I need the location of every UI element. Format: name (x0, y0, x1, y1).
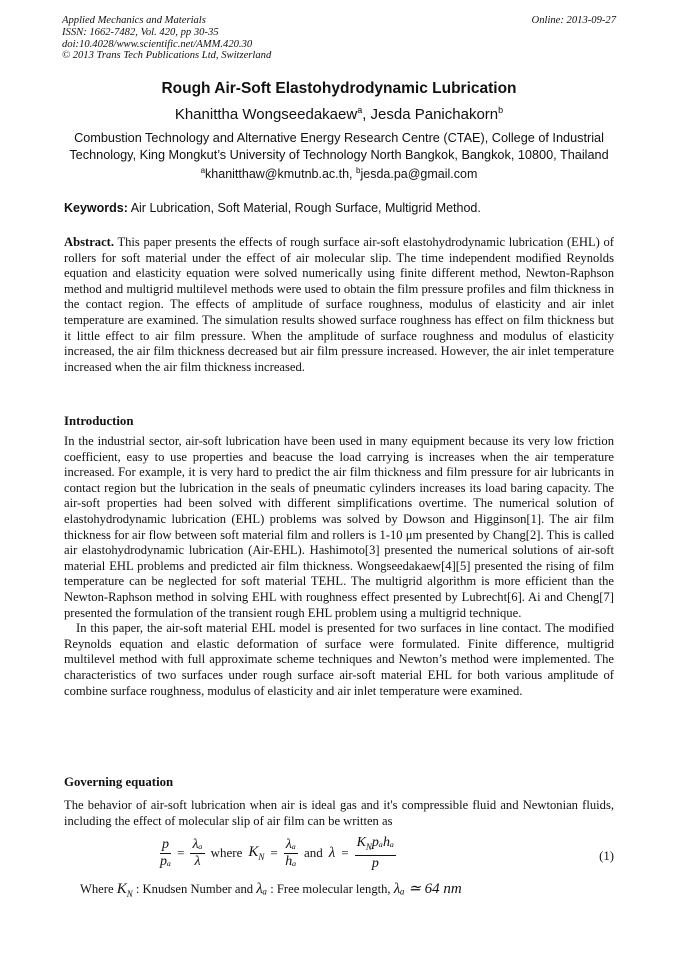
eq-where: where (210, 845, 243, 861)
free-path-desc: : Free molecular length, (267, 882, 394, 896)
equals: = (177, 845, 185, 861)
where-text: Where (80, 882, 117, 896)
introduction-body (64, 434, 614, 699)
numerator: $K_Np_ah_a$ (355, 835, 397, 856)
denominator: hₐ (285, 853, 297, 869)
lambda-a-symbol: λₐ (256, 881, 268, 897)
journal-name: Applied Mechanics and Materials (62, 15, 206, 26)
knudsen-desc: : Knudsen Number and (132, 882, 257, 896)
introduction-paragraph-1: In the industrial sector, air-soft lubrication have been used in many equipment because its very low friction coefficient, easy to use properties and beacuse the load carrying is increases when the air temperature increased. For example, it is very hard to predict the air film thickness and film pressure for air lubricants in contact region but the lubrication in the seals of pneumatic cylinders increases its load baring capacity. The air-soft properties had been solved with different simplifications overtime. The numerical solution of elastohydrodynamic lubrication (EHL) problems was solved by Dowson and Higginson[1]. The air film thickness for air flow between soft material film and rollers is 1-10 μm presented by Chang[2]. This is called air elastohydrodynamic lubrication (Air-EHL). Hashimoto[3] presented the numerical solutions of air-soft material EHL problems and predicted air film thickness. Wongseedakaew[4][5] presented the rising of film temperature can be neglected for soft material TEHL. The multigrid algorithm is more efficient than the Newton-Raphson method in solving EHL with roughness effect presented by Lubrecht[6]. Ai and Cheng[7] presented the formulation of the transient rough EHL problem using a multigrid technique. (64, 434, 614, 620)
equals: = (270, 845, 278, 861)
lambda-value: λₐ ≃ 64 nm (393, 881, 462, 897)
online-date: Online: 2013-09-27 (531, 15, 616, 26)
equation-1 (160, 835, 396, 872)
abstract (64, 235, 614, 375)
email-1[interactable]: khanitthaw@kmutnb.ac.th, (205, 167, 357, 182)
author-1-sup: a (357, 105, 363, 115)
equals: = (341, 845, 349, 861)
where-line (80, 879, 462, 899)
author-2-sup: b (498, 105, 504, 115)
authors (40, 105, 638, 123)
fraction-knudsen (284, 837, 298, 870)
issn: ISSN: 1662-7482, Vol. 420, pp 30-35 (62, 26, 219, 38)
eq-and: and (303, 845, 323, 861)
introduction-heading: Introduction (64, 414, 134, 428)
email-sup-b: b (356, 166, 361, 175)
fraction-lambda-def (355, 835, 397, 872)
governing-heading: Governing equation (64, 775, 174, 789)
author-sep: , (362, 106, 371, 123)
denominator: λ (194, 853, 201, 869)
paper-title: Rough Air-Soft Elastohydrodynamic Lubrication (161, 80, 517, 97)
copyright: © 2013 Trans Tech Publications Ltd, Switzerland (62, 50, 272, 62)
fraction-lambda (190, 837, 204, 870)
abstract-label: Abstract. (64, 235, 115, 249)
equation-number: (1) (599, 849, 614, 863)
denominator: p (371, 855, 379, 871)
fraction-p-pa (160, 837, 171, 870)
denominator: pₐ (160, 853, 172, 869)
email-2[interactable]: jesda.pa@gmail.com (360, 167, 478, 182)
author-1: Khanittha Wongseedakaew (174, 106, 358, 123)
kn-symbol: $K_N$ (116, 881, 133, 899)
author-2: Jesda Panichakorn (370, 106, 499, 123)
numerator: λₐ (285, 836, 296, 852)
numerator: p (162, 836, 170, 852)
affiliation: Combustion Technology and Alternative Energy Research Centre (CTAE), College of Industrial Technology, King Mongkut’s University of Technology North Bangkok, Bangkok, 10800, Thailand (69, 131, 609, 162)
governing-text: The behavior of air-soft lubrication when air is ideal gas and it's compressible fluid and Newtonian fluids, including the effect of molecular slip of air film can be written as (64, 798, 614, 828)
emails (40, 166, 638, 181)
doi[interactable]: doi:10.4028/www.scientific.net/AMM.420.30 (62, 38, 253, 50)
keywords (64, 201, 481, 215)
keywords-text: Air Lubrication, Soft Material, Rough Surface, Multigrid Method. (127, 201, 481, 215)
introduction-paragraph-2: In this paper, the air-soft material EHL model is presented for two surfaces in line contact. The modified Reynolds equation and elastic deformation of surface were formulated. Finite difference, multigrid multilevel method with full approximate scheme techniques and Newton’s method were implemented. The characteristics of two surfaces under rough surface air-soft material EHL for both various amplitude of combine surface roughness, modulus of elasticity and air inlet temperature were examined. (64, 621, 614, 698)
keywords-label: Keywords: (64, 201, 128, 215)
email-sup-a: a (200, 166, 206, 175)
journal-header (62, 15, 271, 62)
kn-symbol: $K_N$ (248, 844, 265, 863)
lambda-symbol: λ (328, 844, 336, 861)
numerator: λₐ (192, 836, 203, 852)
abstract-text: This paper presents the effects of rough surface air-soft elastohydrodynamic lubrication (EHL) of rollers for soft material under the effect of air molecular slip. The time independent modified Reynolds equation and elasticity equation were solved numerically using finite different method, Newton-Raphson method and multigrid multilevel methods were used to obtain the film pressure profiles and film thickness in the contact region. The effects of amplitude of surface roughness, modulus of elasticity and air inlet temperature are examined. The simulation results showed surface roughness has effect on film thickness but it little effect to air film pressure. When the amplitude of surface roughness and modulus of elasticity increased, the air film thickness decreased but air film pressure increased. However, the air inlet temperature increased when the air film thickness increased. (64, 235, 614, 374)
